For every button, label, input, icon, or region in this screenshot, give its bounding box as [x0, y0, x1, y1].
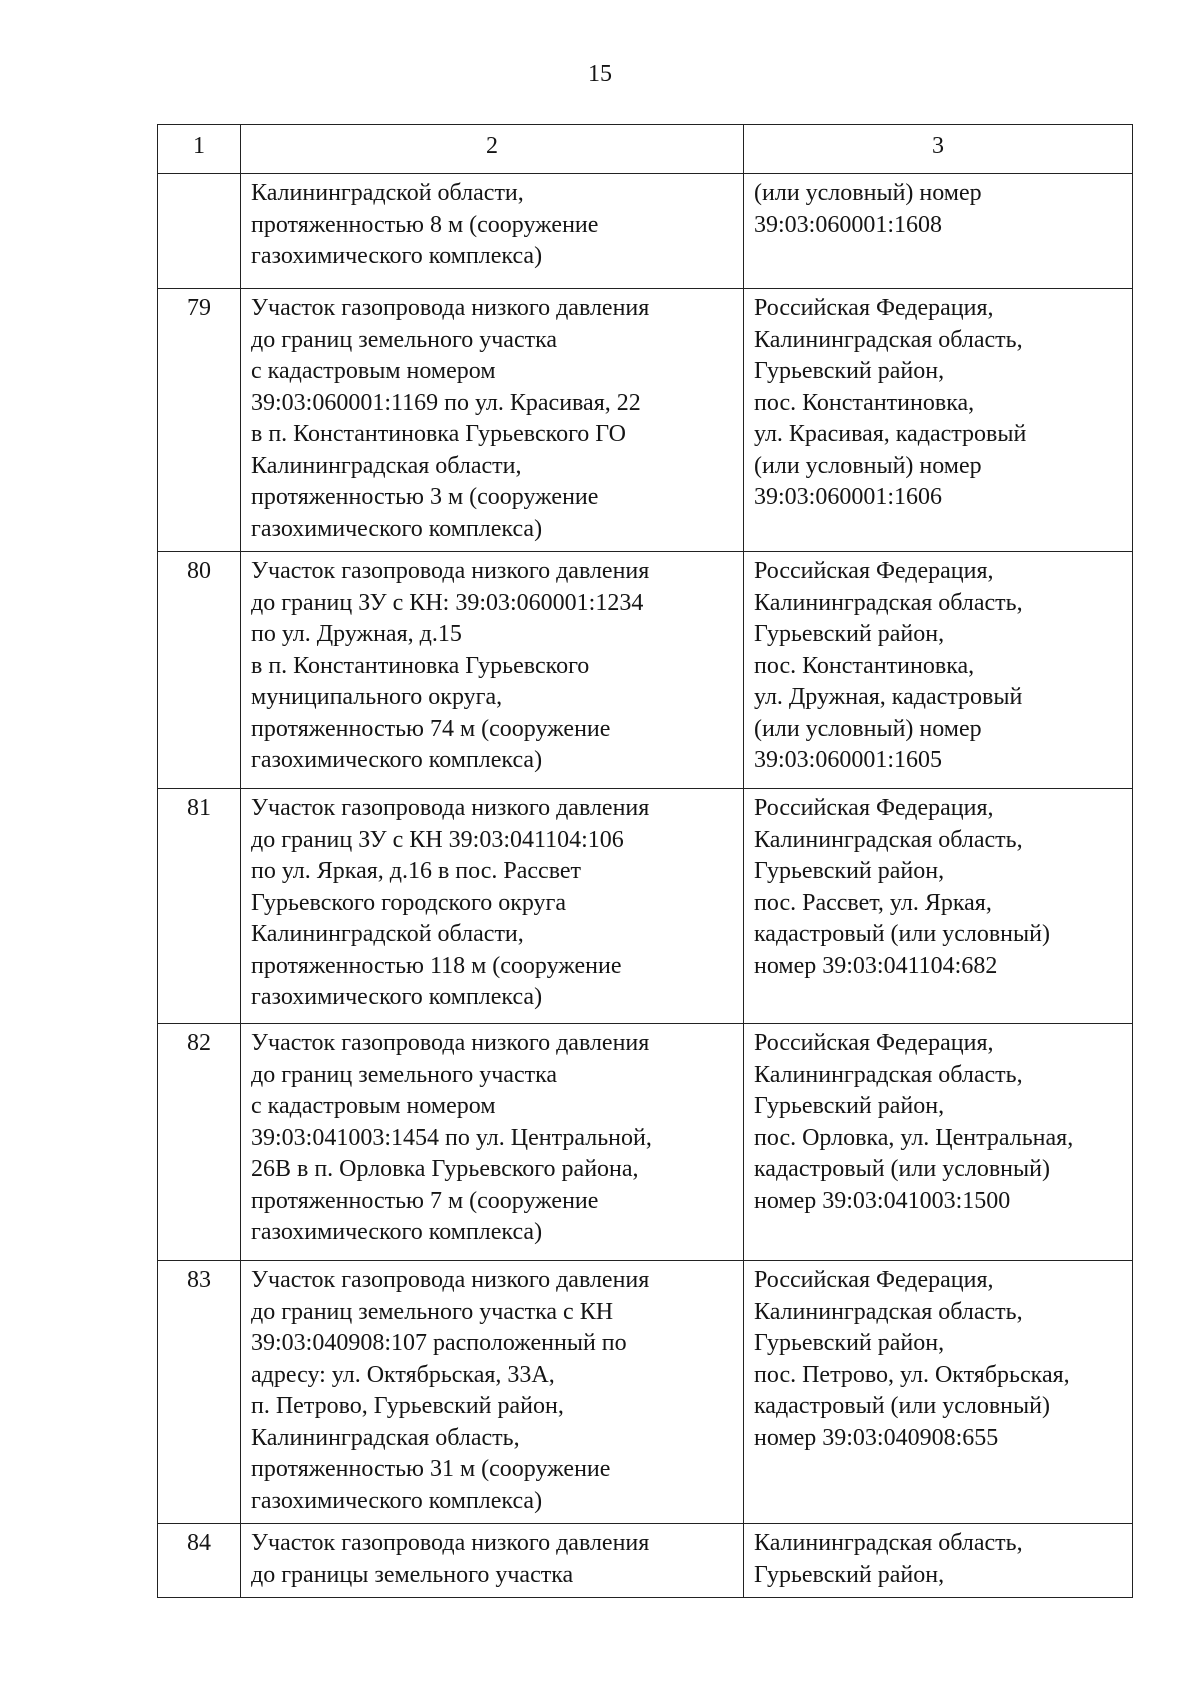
object-description: Участок газопровода низкого давления до границ ЗУ с КН 39:03:041104:106 по ул. Яркая, д.16 в пос. Рассвет Гурьевского городского округа Калининградской области, протяженностью 118 м (сооружение газохимического комплекса) — [241, 789, 744, 1024]
object-description: Калининградской области, протяженностью 8 м (сооружение газохимического комплекса) — [241, 174, 744, 289]
object-location: Российская Федерация, Калининградская область, Гурьевский район, пос. Константиновка, ул. Дружная, кадастровый (или условный) номер 39:03:060001:1605 — [744, 552, 1133, 789]
table-row — [158, 174, 1133, 289]
object-description: Участок газопровода низкого давления до границ земельного участка с кадастровым номером 39:03:041003:1454 по ул. Центральной, 26В в п. Орловка Гурьевского района, протяженностью 7 м (сооружение газохимического комплекса) — [241, 1024, 744, 1261]
table-header — [158, 125, 1133, 174]
object-location: Российская Федерация, Калининградская область, Гурьевский район, пос. Петрово, ул. Октябрьская, кадастровый (или условный) номер 39:03:040908:655 — [744, 1261, 1133, 1524]
object-location: Российская Федерация, Калининградская область, Гурьевский район, пос. Рассвет, ул. Яркая, кадастровый (или условный) номер 39:03:041104:682 — [744, 789, 1133, 1024]
row-number: 82 — [158, 1024, 241, 1261]
row-number: 80 — [158, 552, 241, 789]
object-description: Участок газопровода низкого давления до границ земельного участка с КН 39:03:040908:107 расположенный по адресу: ул. Октябрьская, 33А, п. Петрово, Гурьевский район, Калининградская область, протяженностью 31 м (сооружение газохимического комплекса) — [241, 1261, 744, 1524]
object-description: Участок газопровода низкого давления до границ земельного участка с кадастровым номером 39:03:060001:1169 по ул. Красивая, 22 в п. Константиновка Гурьевского ГО Калининградская области, протяженностью 3 м (сооружение газохимического комплекса) — [241, 289, 744, 552]
property-table — [157, 124, 1133, 1598]
row-number — [158, 174, 241, 289]
object-description: Участок газопровода низкого давления до границы земельного участка — [241, 1524, 744, 1598]
object-description: Участок газопровода низкого давления до границ ЗУ с КН: 39:03:060001:1234 по ул. Дружная, д.15 в п. Константиновка Гурьевского муниципального округа, протяженностью 74 м (сооружение газохимического комплекса) — [241, 552, 744, 789]
table-row — [158, 1261, 1133, 1524]
column-header-3: 3 — [744, 125, 1133, 174]
row-number: 84 — [158, 1524, 241, 1598]
column-header-2: 2 — [241, 125, 744, 174]
page-number: 15 — [588, 61, 612, 87]
table-row — [158, 289, 1133, 552]
object-location: (или условный) номер 39:03:060001:1608 — [744, 174, 1133, 289]
table-row — [158, 1024, 1133, 1261]
table-row — [158, 1524, 1133, 1598]
row-number: 79 — [158, 289, 241, 552]
object-location: Российская Федерация, Калининградская область, Гурьевский район, пос. Константиновка, ул. Красивая, кадастровый (или условный) номер 39:03:060001:1606 — [744, 289, 1133, 552]
table-row — [158, 789, 1133, 1024]
object-location: Калининградская область, Гурьевский район, — [744, 1524, 1133, 1598]
column-header-1: 1 — [158, 125, 241, 174]
row-number: 81 — [158, 789, 241, 1024]
object-location: Российская Федерация, Калининградская область, Гурьевский район, пос. Орловка, ул. Центральная, кадастровый (или условный) номер 39:03:041003:1500 — [744, 1024, 1133, 1261]
row-number: 83 — [158, 1261, 241, 1524]
table-row — [158, 552, 1133, 789]
